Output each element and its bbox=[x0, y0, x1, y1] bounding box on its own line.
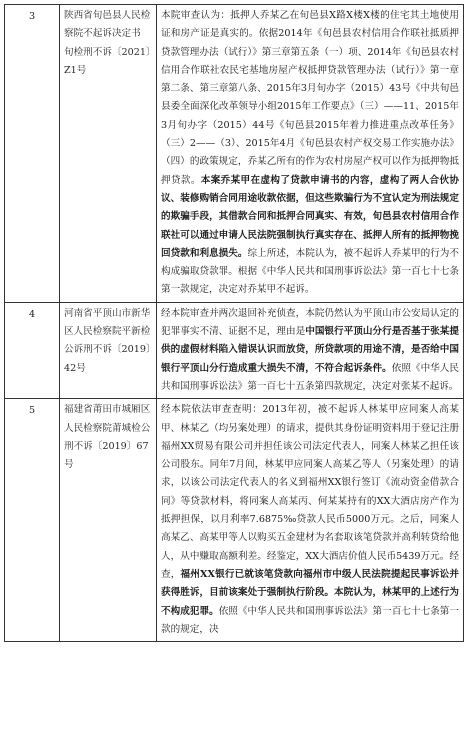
emphasized-text: 福州XX银行已就该笔贷款向福州市中级人民法院提起民事诉讼并获得胜诉，目前该案处于强制执行阶段。本院认为，林某甲的上述行为不构成犯罪。 bbox=[161, 568, 460, 617]
decision-text bbox=[157, 5, 464, 303]
text-segment: 本院审查认为：抵押人乔某乙在旬邑县X路X楼X楼的住宅其土地使用证和房产证是真实的。依据2014年《旬邑县农村信用合作联社抵质押贷款管理办法（试行）》第三章第五条（一）项、2014年《旬邑县农村信用合作联社农民宅基地房屋产权抵押贷款管理办法（试行）》第一章第二条、第三章第八条、2015年3月旬办字（2015）43号《中共旬邑县委全面深化改革领导小组2015年工作要点》（三）——11、2015年3月旬办字（2015）44号《旬邑县2015年着力推进重点改革任务》（三）2——（3）、2015年4月《旬邑县农村产权交易工作实施办法》（四）的政策规定，乔某乙所有的作为农村房屋产权可以作为抵押物抵押贷款。 bbox=[161, 10, 459, 186]
emphasized-text: 中国银行平顶山分行是否基于张某提供的虚假材料陷入错误认识而放贷，所贷款项的用途不清，是否给中国银行平顶山分行造成重大损失不清，不符合起诉条件。 bbox=[161, 326, 459, 374]
text-segment: 依照《中华人民共和国刑事诉讼法》第一百七十七条第一款的规定，决 bbox=[161, 605, 460, 635]
text-segment: 经本院依法审查查明：2013年初，被不起诉人林某甲应同案人高某甲、林某乙（均另案处理）的请求，提供其身份证明资料用于登记注册福州XX贸易有限公司并担任该公司法定代表人，同案人林某乙担任该公司股东。同年7月间，林某甲应同案人高某乙等人（另案处理）的请求，以该公司法定代表人的名义到福州XX银行签订《流动资金借款合同》等贷款材料，将同案人高某丙、何某某持有的XX大酒店房产作为抵押担保，以月利率7.6875‰贷款人民币5000万元。之后，同案人高某乙、高某甲等人以购买五金建材为名套取该笔贷款并高利转贷给他人，从中赚取高额利差。经鉴定，XX大酒店价值人民币5439万元。经查， bbox=[161, 404, 459, 580]
text-segment: 经本院审查并两次退回补充侦查，本院仍然认为平顶山市公安局认定的犯罪事实不清、证据不足，理由是 bbox=[161, 307, 459, 338]
emphasized-text: 本案乔某甲在虚构了贷款申请书的内容，虚构了两人合伙协议、装修购销合同用途收款依据，但这些欺骗行为不宜认定为刑法规定的欺骗手段，其借款合同和抵押合同真实、有效，旬邑县农村信用合作联社可以通过申请人民法院强制执行真实存在、抵押人所有的抵押物挽回贷款和利息损失。 bbox=[161, 174, 460, 259]
document-reference: 陕西省旬邑县人民检察院不起诉决定书 旬检刑不诉〔2021〕Z1号 bbox=[60, 5, 157, 303]
document-reference: 福建省莆田市城厢区人民检察院莆城检公刑不诉〔2019〕67号 bbox=[60, 399, 157, 642]
document-reference: 河南省平顶山市新华区人民检察院平新检公诉刑不诉〔2019〕42号 bbox=[60, 302, 157, 398]
decision-text bbox=[157, 302, 464, 398]
table-row bbox=[5, 399, 464, 642]
table-row bbox=[5, 5, 464, 303]
row-number: 5 bbox=[5, 399, 60, 642]
row-number: 4 bbox=[5, 302, 60, 398]
text-segment: 依照《中华人民共和国刑事诉讼法》第一百七十五条第四款规定，决定对张某不起诉。 bbox=[161, 362, 460, 392]
text-segment: 综上所述，本院认为，被不起诉人乔某甲的行为不构成骗取贷款罪。根据《中华人民共和国刑事诉讼法》第一百七十七条第一款规定，决定对乔某甲不起诉。 bbox=[161, 247, 460, 296]
decision-text bbox=[157, 399, 464, 642]
case-table bbox=[4, 4, 464, 642]
table-row bbox=[5, 302, 464, 398]
row-number: 3 bbox=[5, 5, 60, 303]
